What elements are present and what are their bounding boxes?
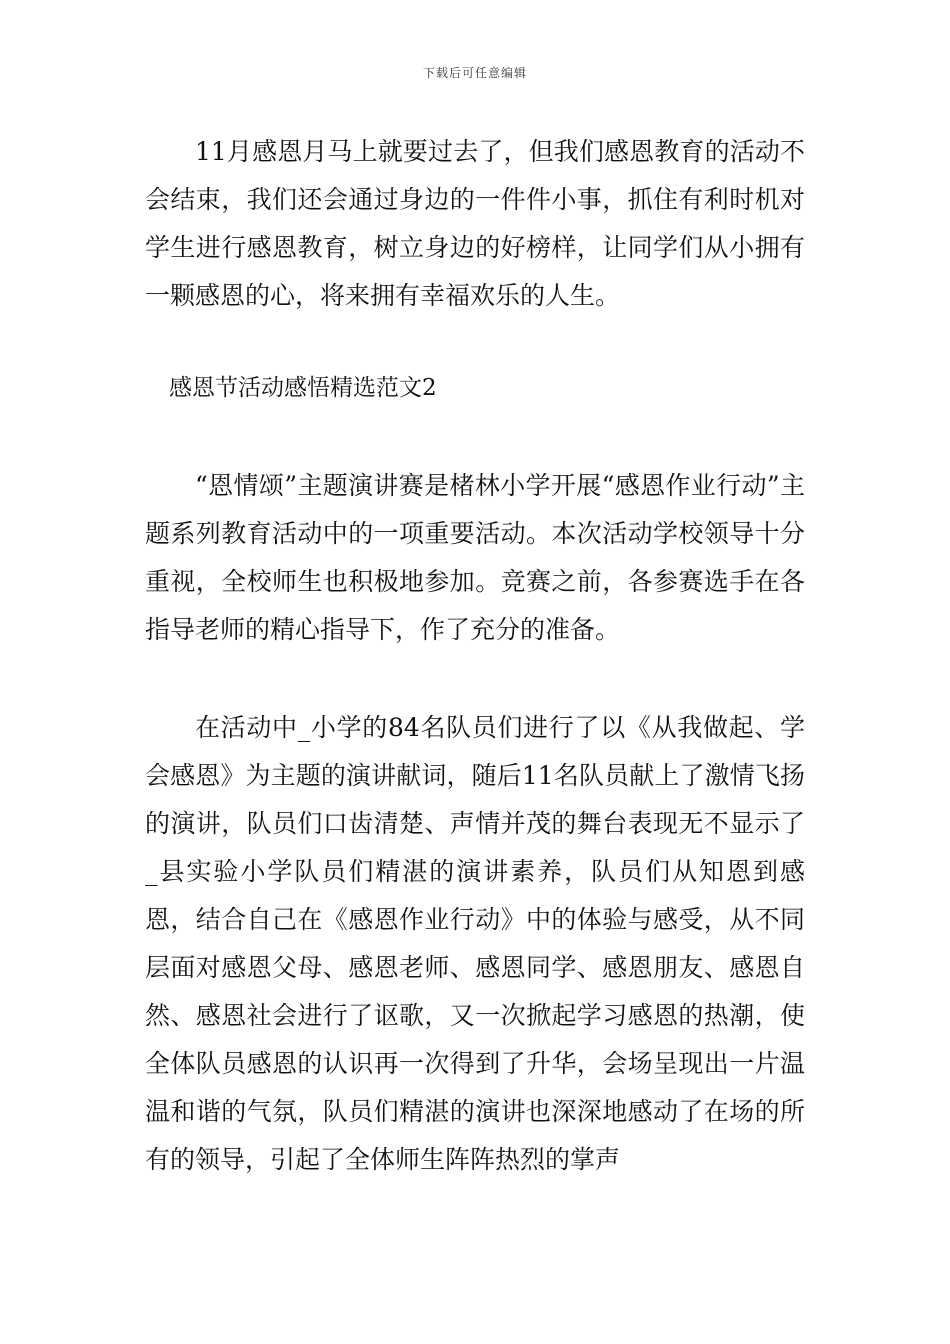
header-note: 下载后可任意编辑 <box>422 66 527 80</box>
paragraph-speech-contest: “恩情颂”主题演讲赛是楮林小学开展“感恩作业行动”主题系列教育活动中的一项重要活动。本次活动学校领导十分重视，全校师生也积极地参加。竞赛之前，各参赛选手在各指导老师的精心指导下，作了充分的准备。 <box>145 471 805 644</box>
paragraph-intro: 11月感恩月马上就要过去了，但我们感恩教育的活动不会结束，我们还会通过身边的一件件小事，抓住有利时机对学生进行感恩教育，树立身边的好榜样，让同学们从小拥有一颗感恩的心，将来拥有幸福欢乐的人生。 <box>145 137 805 310</box>
paragraph-activity: 在活动中_小学的84名队员们进行了以《从我做起、学会感恩》为主题的演讲献词，随后11名队员献上了激情飞扬的演讲，队员们口齿清楚、声情并茂的舞台表现无不显示了_县实验小学队员们精湛的演讲素养，队员们从知恩到感恩，结合自己在《感恩作业行动》中的体验与感受，从不同层面对感恩父母、感恩老师、感恩同学、感恩朋友、感恩自然、感恩社会进行了讴歌，又一次掀起学习感恩的热潮，使全体队员感恩的认识再一次得到了升华，会场呈现出一片温温和谐的气氛，队员们精湛的演讲也深深地感动了在场的所有的领导，引起了全体师生阵阵热烈的掌声 <box>145 713 805 1174</box>
section-heading: 感恩节活动感悟精选范文2 <box>169 375 437 401</box>
document-body <box>145 128 805 1184</box>
